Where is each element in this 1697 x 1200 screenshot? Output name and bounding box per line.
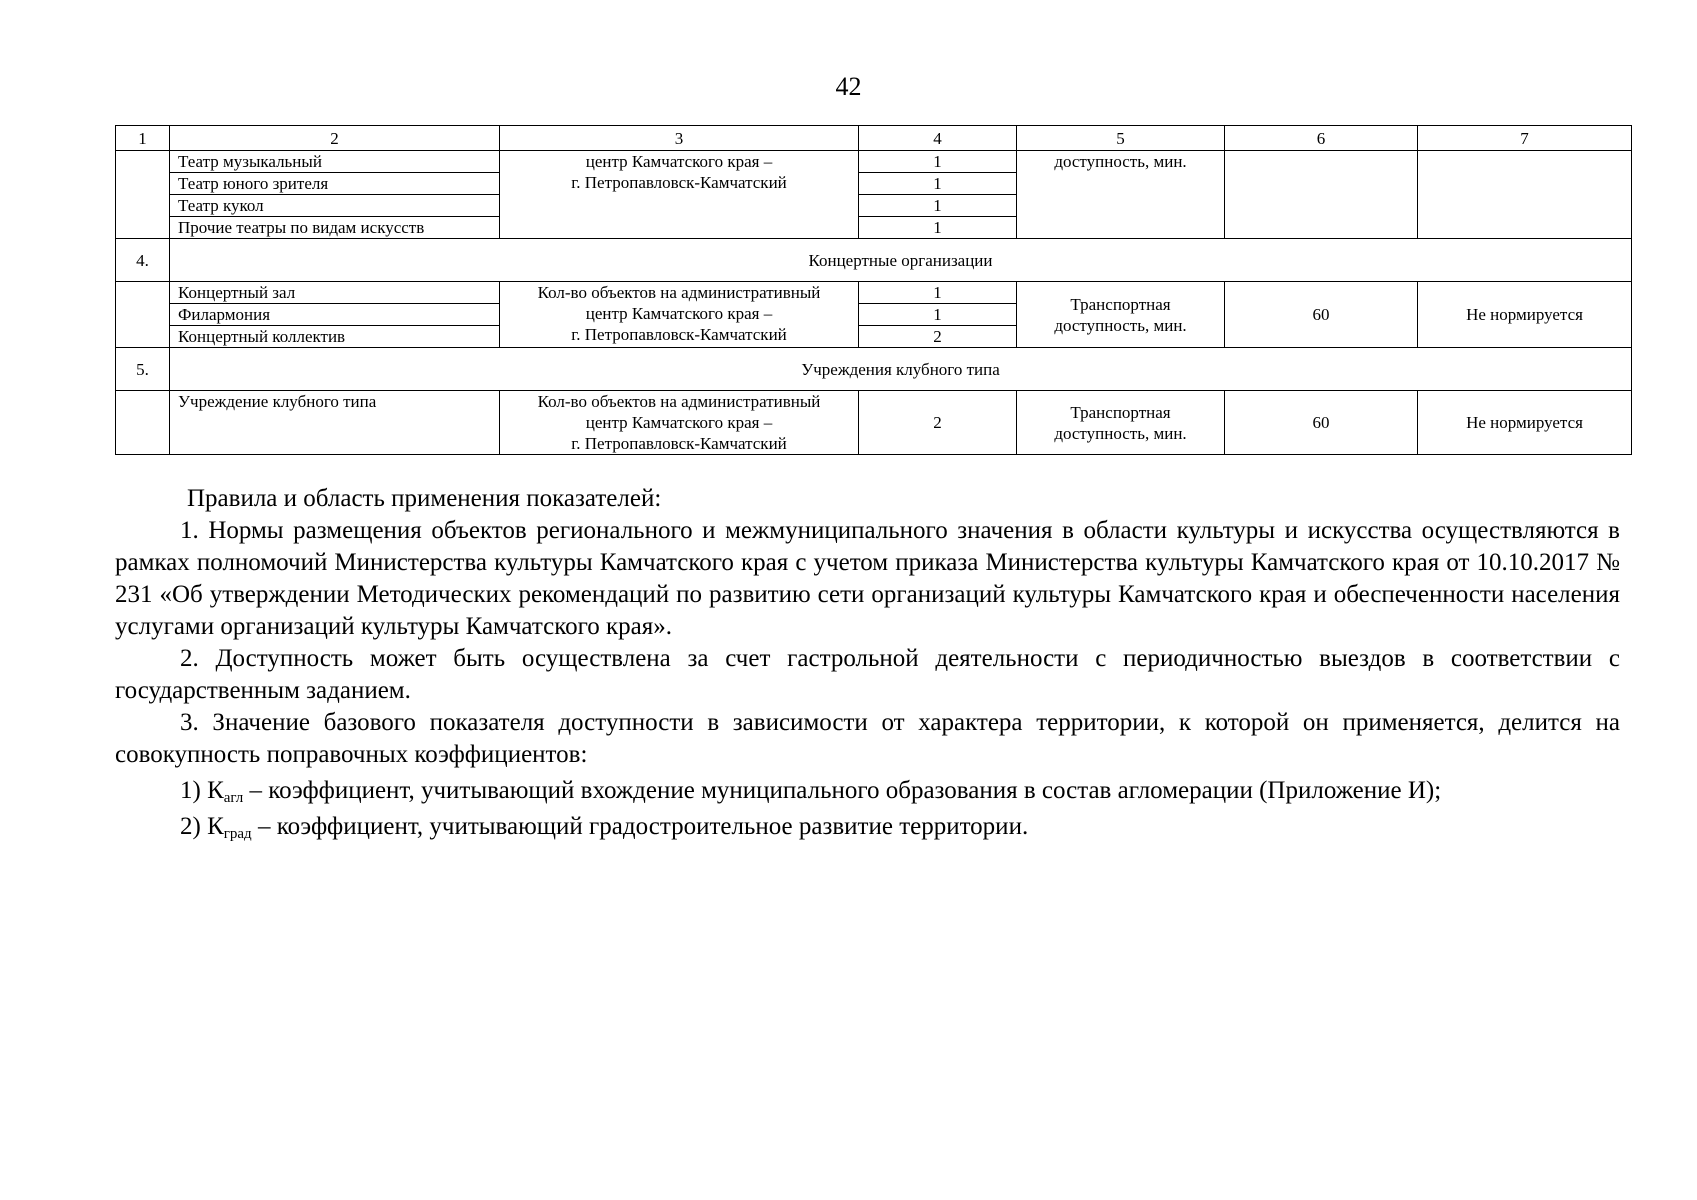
table-row — [116, 282, 1632, 304]
object-name: Театр музыкальный — [170, 151, 500, 173]
location-line: центр Камчатского края – — [585, 152, 773, 171]
row-number-cell — [116, 391, 170, 455]
section-row — [116, 348, 1632, 391]
value-cell: 60 — [1225, 282, 1418, 348]
indicator-line: доступность, мин. — [1054, 315, 1187, 335]
location-line: г. Петропавловск-Камчатский — [571, 173, 787, 192]
header-cell: 3 — [500, 126, 859, 151]
norm-cell: Не нормируется — [1418, 391, 1632, 455]
object-count: 1 — [859, 173, 1017, 195]
header-cell: 2 — [170, 126, 500, 151]
indicator-line: доступность, мин. — [1054, 423, 1187, 443]
location-line: центр Камчатского края – — [585, 413, 773, 432]
norm-cell: Не нормируется — [1418, 282, 1632, 348]
object-name: Театр кукол — [170, 195, 500, 217]
location-line: Кол-во объектов на административный — [537, 392, 821, 411]
coefficient-description: – коэффициент, учитывающий вхождение муниципального образования в состав агломерации (Приложение И); — [243, 777, 1442, 804]
object-count: 2 — [859, 391, 1017, 455]
header-cell: 7 — [1418, 126, 1632, 151]
section-row — [116, 239, 1632, 282]
coefficient-subscript: агл — [223, 790, 244, 806]
location-line: Кол-во объектов на административный — [537, 283, 821, 302]
indicator-cell: доступность, мин. — [1017, 151, 1225, 239]
section-title: Концертные организации — [170, 239, 1632, 282]
object-count: 1 — [859, 282, 1017, 304]
object-count: 1 — [859, 217, 1017, 239]
row-number-cell — [116, 151, 170, 239]
object-count: 2 — [859, 326, 1017, 348]
value-cell: 60 — [1225, 391, 1418, 455]
rule-paragraph-2: 2. Доступность может быть осуществлена за счет гастрольной деятельности с периодичностью выездов в соответствии с государственным заданием. — [115, 645, 1620, 704]
coefficient-prefix: 2) К — [180, 813, 224, 840]
rule-paragraph-3: 3. Значение базового показателя доступности в зависимости от характера территории, к которой он применяется, делится на совокупность поправочных коэффициентов: — [115, 709, 1620, 768]
indicator-line: Транспортная — [1070, 294, 1171, 314]
coefficient-1 — [115, 775, 1620, 807]
object-name: Прочие театры по видам искусств — [170, 217, 500, 239]
location-line: г. Петропавловск-Камчатский — [571, 434, 787, 453]
coefficient-description: – коэффициент, учитывающий градостроительное развитие территории. — [251, 813, 1029, 840]
rule-paragraph-1: 1. Нормы размещения объектов регионального и межмуниципального значения в области культуры и искусства осуществляются в рамках полномочий Министерства культуры Камчатского края с учетом приказа Министерства культуры Камчатского края от 10.10.2017 № 231 «Об утверждении Методических рекомендаций по развитию сети организаций культуры Камчатского края и обеспеченности населения услугами организаций культуры Камчатского края». — [115, 517, 1620, 640]
location-line: г. Петропавловск-Камчатский — [571, 325, 787, 344]
object-count: 1 — [859, 151, 1017, 173]
page-number: 42 — [835, 72, 862, 101]
object-name: Концертный коллектив — [170, 326, 500, 348]
coefficient-prefix: 1) К — [180, 777, 224, 804]
location-cell — [500, 391, 859, 455]
table-header-row — [116, 126, 1632, 151]
location-cell — [500, 282, 859, 348]
header-cell: 6 — [1225, 126, 1418, 151]
object-count: 1 — [859, 195, 1017, 217]
norms-table — [115, 125, 1632, 455]
table-row — [116, 151, 1632, 173]
indicator-cell — [1017, 391, 1225, 455]
header-cell: 5 — [1017, 126, 1225, 151]
object-name: Филармония — [170, 304, 500, 326]
indicator-line: Транспортная — [1070, 402, 1171, 422]
indicator-cell — [1017, 282, 1225, 348]
location-line: центр Камчатского края – — [585, 304, 773, 323]
object-count: 1 — [859, 304, 1017, 326]
header-cell: 4 — [859, 126, 1017, 151]
object-name: Концертный зал — [170, 282, 500, 304]
coefficient-2 — [115, 811, 1620, 843]
coefficient-subscript: град — [223, 826, 252, 842]
table-row — [116, 391, 1632, 455]
object-name: Учреждение клубного типа — [170, 391, 500, 455]
rules-heading: Правила и область применения показателей: — [187, 485, 662, 512]
rules-text — [115, 483, 1620, 843]
section-title: Учреждения клубного типа — [170, 348, 1632, 391]
section-number: 4. — [116, 239, 170, 282]
object-name: Театр юного зрителя — [170, 173, 500, 195]
norm-cell — [1418, 151, 1632, 239]
location-cell — [500, 151, 859, 239]
row-number-cell — [116, 282, 170, 348]
header-cell: 1 — [116, 126, 170, 151]
value-cell — [1225, 151, 1418, 239]
section-number: 5. — [116, 348, 170, 391]
